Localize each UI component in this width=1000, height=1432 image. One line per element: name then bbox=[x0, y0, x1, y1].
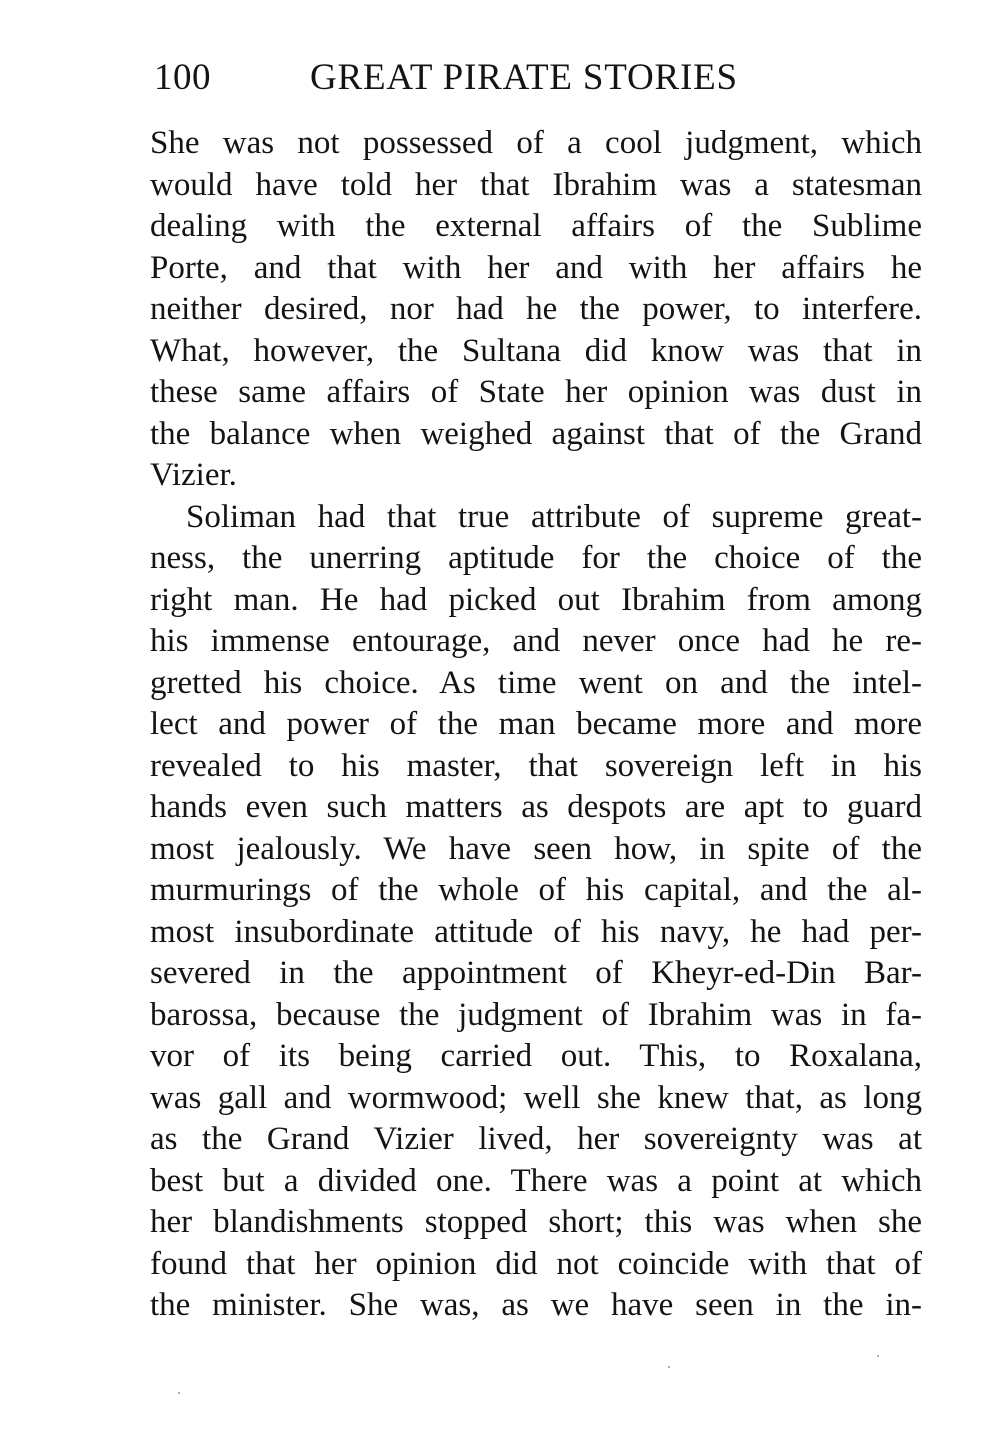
body-text bbox=[150, 123, 922, 1327]
paper-speck bbox=[877, 1355, 879, 1357]
text-line: his immense entourage, and never once had he re- bbox=[150, 623, 922, 659]
text-line: would have told her that Ibrahim was a statesman bbox=[150, 166, 922, 203]
paper-speck bbox=[178, 1392, 180, 1394]
text-line: found that her opinion did not coincide with that of bbox=[150, 1245, 922, 1282]
paragraph-2 bbox=[150, 497, 922, 1327]
text-line: neither desired, nor had he the power, to interfere. bbox=[150, 291, 922, 327]
running-head bbox=[154, 52, 914, 104]
text-line: dealing with the external affairs of the Sublime bbox=[150, 208, 922, 244]
text-line: was gall and wormwood; well she knew that, as long bbox=[150, 1079, 922, 1116]
text-line: ness, the unerring aptitude for the choice of the bbox=[150, 540, 922, 576]
text-line: vor of its being carried out. This, to Roxalana, bbox=[150, 1038, 922, 1074]
text-line: as the Grand Vizier lived, her sovereignty was at bbox=[150, 1121, 922, 1157]
text-line: barossa, because the judgment of Ibrahim was in fa- bbox=[150, 996, 922, 1033]
text-line: gretted his choice. As time went on and the intel- bbox=[150, 664, 922, 701]
paragraph-1 bbox=[150, 123, 922, 497]
text-line: murmurings of the whole of his capital, and the al- bbox=[150, 872, 922, 908]
text-line: She was not possessed of a cool judgment, which bbox=[150, 125, 922, 161]
text-line: her blandishments stopped short; this was when she bbox=[150, 1204, 922, 1240]
paper-speck bbox=[668, 1366, 670, 1368]
text-line: Soliman had that true attribute of supreme great- bbox=[186, 498, 922, 535]
text-line: severed in the appointment of Kheyr-ed-Din Bar- bbox=[150, 955, 922, 991]
text-line: most insubordinate attitude of his navy, he had per- bbox=[150, 913, 922, 950]
text-line: the balance when weighed against that of the Grand bbox=[150, 415, 922, 452]
text-line: the minister. She was, as we have seen in the in- bbox=[150, 1287, 922, 1323]
text-line: hands even such matters as despots are apt to guard bbox=[150, 789, 922, 825]
book-title: GREAT PIRATE STORIES bbox=[310, 57, 738, 98]
text-line: Porte, and that with her and with her affairs he bbox=[150, 249, 922, 286]
text-line: Vizier. bbox=[150, 457, 237, 493]
text-line: these same affairs of State her opinion was dust in bbox=[150, 374, 922, 410]
text-line: lect and power of the man became more and more bbox=[150, 706, 922, 742]
text-line: What, however, the Sultana did know was that in bbox=[150, 332, 922, 369]
text-line: most jealously. We have seen how, in spite of the bbox=[150, 830, 922, 867]
text-line: right man. He had picked out Ibrahim from among bbox=[150, 581, 922, 618]
page-number: 100 bbox=[154, 57, 211, 98]
text-line: best but a divided one. There was a point at which bbox=[150, 1162, 922, 1199]
text-line: revealed to his master, that sovereign left in his bbox=[150, 747, 922, 784]
